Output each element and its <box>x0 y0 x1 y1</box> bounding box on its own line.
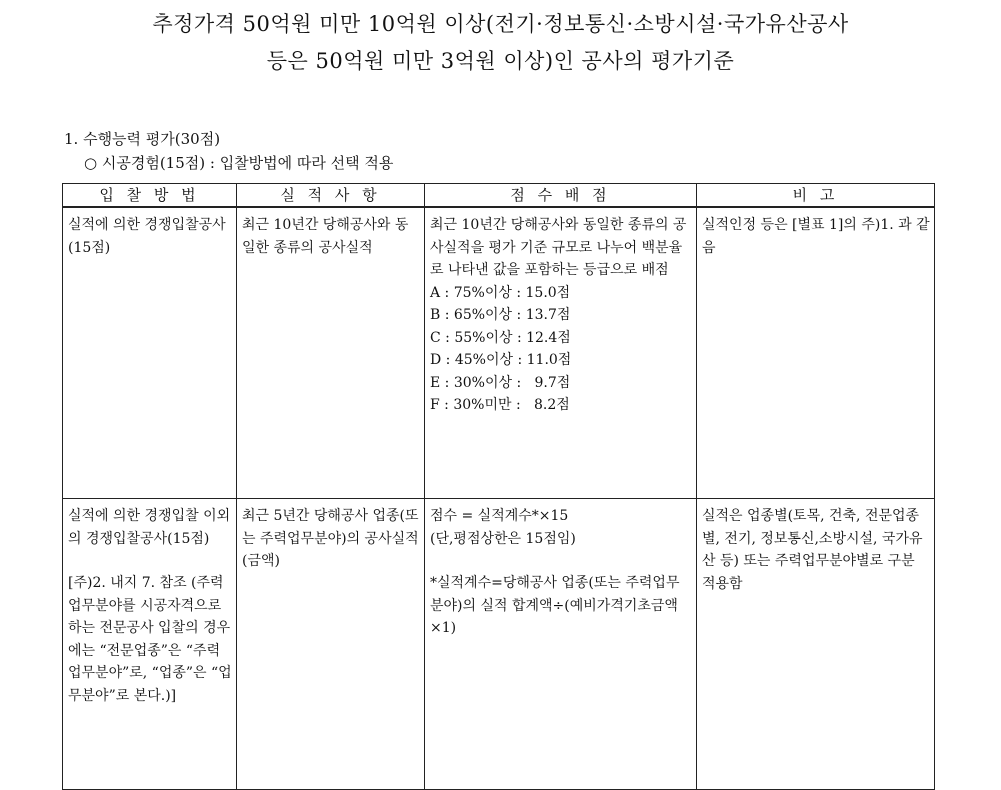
row1-method: 실적에 의한 경쟁입찰공사(15점) <box>63 207 237 499</box>
section-heading: 1. 수행능력 평가(30점) <box>64 130 221 148</box>
row2-method <box>63 499 237 790</box>
row1-record: 최근 10년간 당해공사와 동일한 종류의 공사실적 <box>237 207 425 499</box>
section-subheading: ○ 시공경험(15점) : 입찰방법에 따라 선택 적용 <box>84 154 394 172</box>
row2-score-coefficient: *실적계수=당해공사 업종(또는 주력업무분야)의 실적 합계액÷(예비가격기초금액×1) <box>430 575 680 636</box>
document-title-line1: 추정가격 50억원 미만 10억원 이상(전기·정보통신·소방시설·국가유산공사 <box>152 12 849 36</box>
header-note: 비 고 <box>697 184 935 208</box>
row2-note: 실적은 업종별(토목, 건축, 전문업종별, 전기, 정보통신,소방시설, 국가유산 등) 또는 주력업무분야별로 구분 적용함 <box>697 499 935 790</box>
row2-record <box>237 499 425 790</box>
row2-method-text: 실적에 의한 경쟁입찰 이외의 경쟁입찰공사(15점) <box>68 508 231 547</box>
row2-score-cap: (단,평점상한은 15점임) <box>430 530 576 547</box>
table-header-row <box>63 184 935 208</box>
row2-record-unit: (금액) <box>242 553 280 569</box>
header-record: 실 적 사 항 <box>237 184 425 208</box>
row2-score <box>425 499 697 790</box>
grade-c: C : 55%이상 : 12.4점 <box>430 329 571 346</box>
header-score: 점 수 배 점 <box>425 184 697 208</box>
table-row <box>63 207 935 499</box>
row2-record-text: 최근 5년간 당해공사 업종(또는 주력업무분야)의 공사실적 <box>242 508 419 547</box>
grade-a: A : 75%이상 : 15.0점 <box>430 284 571 301</box>
row2-score-formula: 점수 = 실적계수*×15 <box>430 508 569 524</box>
grade-f: F : 30%미만 : 8.2점 <box>430 397 570 413</box>
grade-b: B : 65%이상 : 13.7점 <box>430 307 571 323</box>
grade-d: D : 45%이상 : 11.0점 <box>430 352 572 368</box>
document-title-line2: 등은 50억원 미만 3억원 이상)인 공사의 평가기준 <box>266 49 735 73</box>
grade-e: E : 30%이상 : 9.7점 <box>430 374 571 391</box>
row2-method-note: [주)2. 내지 7. 참조 (주력업무분야를 시공자격으로 하는 전문공사 입찰의 경우에는 “전문업종”은 “주력업무분야”로, “업종”은 “업무분야”로 본다.)] <box>68 575 232 704</box>
row1-score <box>425 207 697 499</box>
row1-note: 실적인정 등은 [별표 1]의 주)1. 과 같음 <box>697 207 935 499</box>
evaluation-table <box>62 183 935 790</box>
table-row <box>63 499 935 790</box>
row1-score-intro: 최근 10년간 당해공사와 동일한 종류의 공사실적을 평가 기준 규모로 나누어 백분율로 나타낸 값을 포함하는 등급으로 배점 <box>430 217 687 278</box>
header-method: 입 찰 방 법 <box>63 184 237 208</box>
